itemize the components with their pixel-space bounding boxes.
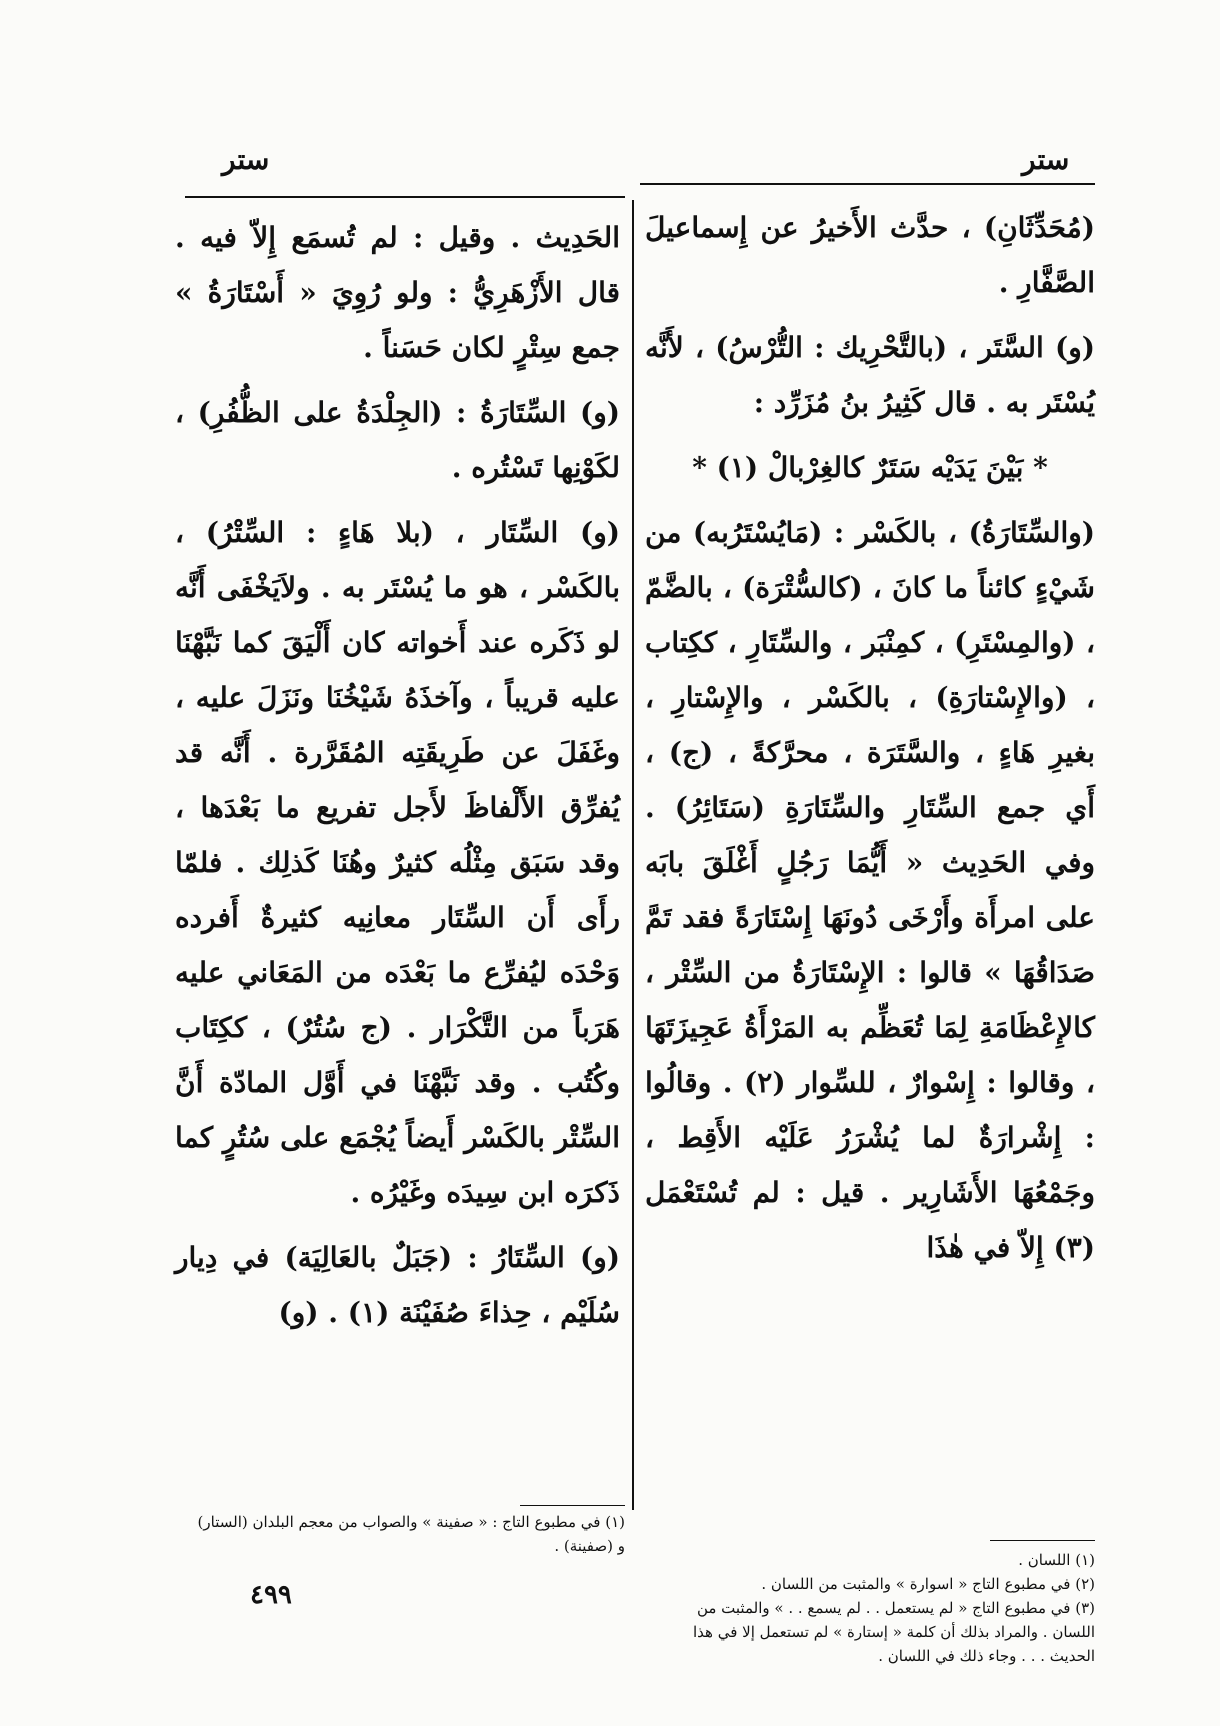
column-divider bbox=[632, 200, 634, 1510]
right-paragraph-2: (و) السَّتَر ، (بالتَّحْرِيك : التُّرْسُ) ، لأَنَّه يُسْتَر به . قال كَثِيرُ بنُ مُزَرِّد : bbox=[645, 331, 1095, 419]
left-column bbox=[175, 210, 620, 1350]
footnotes-left bbox=[195, 1510, 625, 1558]
footnote-rule-right bbox=[990, 1540, 1095, 1541]
page-number: ٤٩٩ bbox=[250, 1580, 292, 1610]
footnote-rule-left bbox=[520, 1505, 625, 1506]
footnote-left-1: (١) في مطبوع التاج : « صفينة » والصواب من معجم البلدان (الستار) و (صفينة) . bbox=[197, 1513, 625, 1555]
left-paragraph-1: الحَدِيث . وقيل : لم تُسمَع إِلاّ فيه . قال الأَزْهَرِيُّ : ولو رُوِيَ « أَسْتَارَةُ » جمع سِتْرٍ لكان حَسَناً . bbox=[175, 221, 620, 364]
header-rule-left bbox=[185, 196, 625, 198]
header-rule-right bbox=[640, 183, 1095, 185]
right-column bbox=[645, 200, 1095, 1285]
right-paragraph-3: (والسِّتَارَةُ) ، بالكَسْر : (مَايُسْتَرُبه) من شَيْءٍ كائناً ما كانَ ، (كالسُّتْرَة) ، بالضَّمّ ، (والمِسْتَرِ) ، كمِنْبَر ، والسِّتَارِ ، ككِتاب ، (والإِسْتارَةِ) ، بالكَسْر ، والإِسْتارِ ، بغيرِ هَاءٍ ، والسَّتَرَة ، محرَّكةً ، (ج) ، أَي جمع السِّتَارِ والسِّتَارَةِ (سَتَائِرُ) . وفي الحَدِيث « أَيُّمَا رَجُلٍ أَغْلَقَ بابَه على امرأَة وأَرْخَى دُونَهَا إِسْتَارَةً فقد تَمَّ صَدَاقُهَا » قالوا : الإِسْتَارَةُ من السِّتْر ، كالإِعْظَامَةِ لِمَا تُعَظِّم به المَرْأَةُ عَجِيزَتَهَا ، وقالوا : إِسْوارٌ ، للسِّوار (٢) . وقالُوا : إِشْرارَةٌ لما يُشْرَرُ عَلَيْه الأَقِط ، وجَمْعُهَا الأَشَارِير . قيل : لم تُسْتَعْمَل (٣) إِلاّ في هٰذَا bbox=[645, 516, 1095, 1264]
running-head-right: ستر bbox=[1022, 143, 1070, 176]
footnotes-right bbox=[690, 1548, 1095, 1668]
running-head-left: ستر bbox=[222, 143, 270, 176]
left-paragraph-4: (و) السِّتَارُ : (جَبَلٌ بالعَالِيَة) في دِيار سُلَيْم ، حِذاءَ صُفَيْنَة (١) . (و) bbox=[175, 1241, 620, 1329]
footnote-right-1: (١) اللسان . bbox=[1018, 1551, 1095, 1569]
right-paragraph-1: (مُحَدِّثَانِ) ، حدَّث الأَخيرُ عن إِسماعيلَ الصَّفَّارِ . bbox=[645, 211, 1095, 299]
footnote-right-2: (٢) في مطبوع التاج « اسوارة » والمثبت من اللسان . bbox=[761, 1575, 1095, 1593]
right-verse: * بَيْنَ يَدَيْه سَتَرٌ كالغِرْبالْ (١) * bbox=[692, 451, 1048, 484]
footnote-right-3: (٣) في مطبوع التاج « لم يستعمل . . لم يسمع . . » والمثبت من اللسان . والمراد بذلك أن كلمة « إستارة » لم تستعمل إلا في هذا الحديث . . . وجاء ذلك في اللسان . bbox=[692, 1599, 1095, 1665]
left-paragraph-2: (و) السِّتَارَةُ : (الجِلْدَةُ على الظُّفُرِ) ، لكَوْنِها تَسْتُره . bbox=[175, 396, 620, 484]
left-paragraph-3: (و) السِّتَار ، (بلا هَاءٍ : السِّتْرُ) ، بالكَسْر ، هو ما يُسْتَر به . ولاَيَخْفَى أَنَّه لو ذَكَره عند أَخواته كان أَلْيَقَ كما نَبَّهْنَا عليه قريباً ، وآخذَهُ شَيْخُنَا ونَزَلَ عليه ، وغَفَلَ عن طَرِيقَتِه المُقَرَّرة . أَنَّه قد يُفرِّق الأَلْفاظَ لأَجل تفريع ما بَعْدَها ، وقد سَبَق مِثْلُه كثيرٌ وهُنَا كَذلِك . فلمّا رأَى أَن السِّتَار معانِيه كثيرةٌ أَفرده وَحْدَه ليُفرِّع ما بَعْدَه من المَعَاني عليه هَرَباً من التَّكْرَار . (ج سُتُرٌ) ، ككِتَاب وكُتُب . وقد نَبَّهْنَا في أَوَّل المادّة أَنَّ السِّتْر بالكَسْر أَيضاً يُجْمَع على سُتُرٍ كما ذَكرَه ابن سِيدَه وغَيْرُه . bbox=[175, 516, 620, 1209]
